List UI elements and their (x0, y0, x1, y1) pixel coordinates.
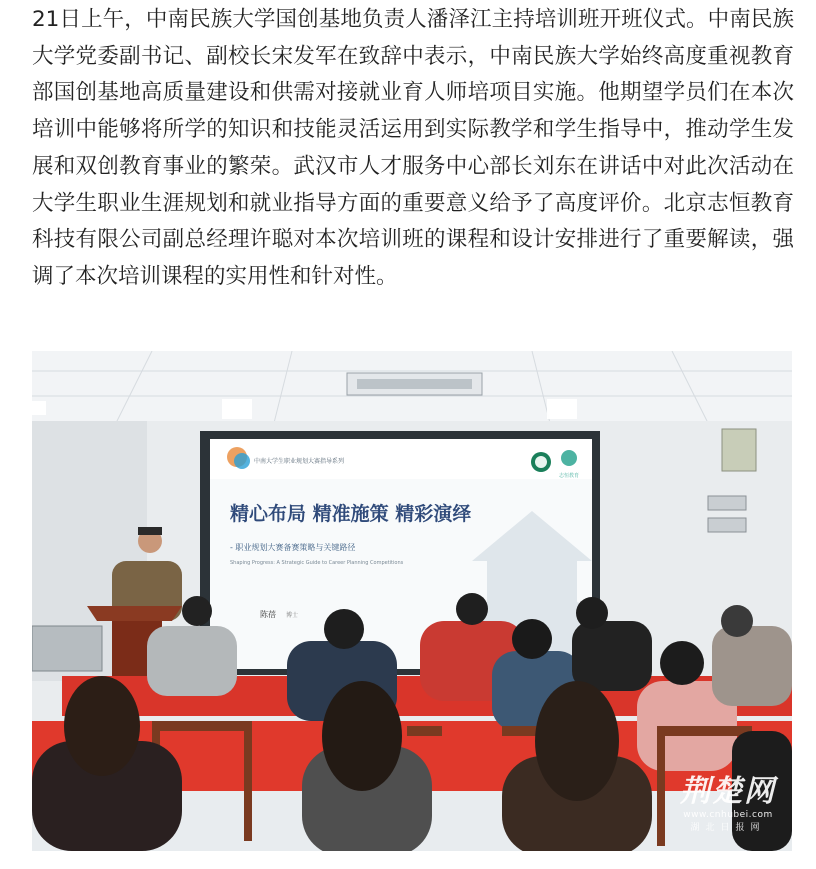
slide-presenter-title: 博士 (286, 612, 299, 619)
ceiling-light-right (547, 399, 577, 419)
slide-logo-company-icon (561, 450, 577, 466)
ceiling-light-left (222, 399, 252, 419)
watermark-url: www.cnhubei.com (683, 810, 773, 820)
training-photo (32, 351, 792, 851)
watermark (680, 766, 776, 833)
slide-presenter-name: 陈蓓 (260, 610, 276, 619)
side-equipment (32, 626, 102, 671)
wall-electrical-box (722, 429, 756, 471)
watermark-sub: 湖北日报网 (690, 823, 766, 833)
slide-header-text: 中南大学生职业规划大赛指导系列 (254, 458, 345, 465)
article-paragraph: 21日上午，中南民族大学国创基地负责人潘泽江主持培训班开班仪式。中南民族大学党委副书记、副校长宋发军在致辞中表示，中南民族大学始终高度重视教育部国创基地高质量建设和供需对接就业育人师培项目实施。他期望学员们在本次培训中能够将所学的知识和技能灵活运用到实际教学和学生指导中，推动学生发展和双创教育事业的繁荣。武汉市人才服务中心部长刘东在讲话中对此次活动在大学生职业生涯规划和就业指导方面的重要意义给予了高度评价。北京志恒教育科技有限公司副总经理许聪对本次培训班的课程和设计安排进行了重要解读，强调了本次培训课程的实用性和针对性。 (32, 7, 794, 289)
slide-subtitle: - 职业规划大赛备赛策略与关键路径 (230, 543, 356, 552)
photo-illustration (32, 351, 792, 851)
podium-top (87, 606, 182, 621)
slide-title: 精心布局 精准施策 精彩演绎 (230, 503, 472, 525)
slide-english-subtitle: Shaping Progress: A Strategic Guide to Career Planning Competitions (230, 560, 404, 566)
slide-logo-company-text: 志恒教育 (558, 473, 580, 479)
watermark-logo: 荆楚网 (680, 774, 776, 809)
